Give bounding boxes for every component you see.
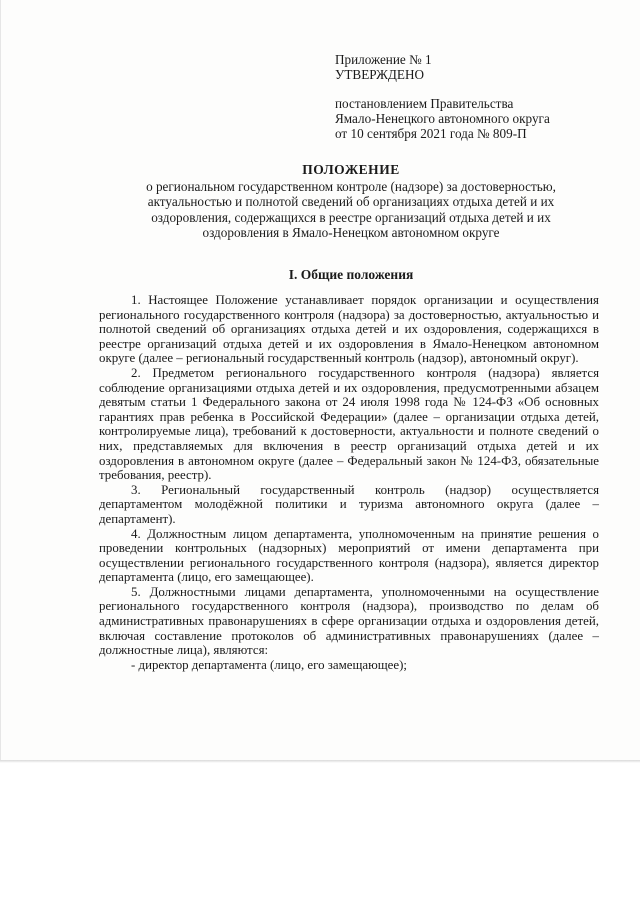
paragraph-4: 4. Должностным лицом департамента, уполномоченным на принятие решения о проведении контрольных (надзорных) мероприятий от имени департамента при осуществлении регионального государственного контроля (надзора), является директор департамента (лицо, его замещающее). xyxy=(99,526,599,585)
approval-stamp xyxy=(335,52,615,141)
document-title: ПОЛОЖЕНИЕ xyxy=(302,162,400,177)
paragraph-3: 3. Региональный государственный контроль (надзор) осуществляется департаментом молодёжной политики и туризма автономного округа (далее – департамент). xyxy=(99,482,599,526)
document-title-block xyxy=(101,162,601,241)
scan-page-edge xyxy=(0,760,640,763)
approval-line-3: от 10 сентября 2021 года № 809-П xyxy=(335,126,527,141)
paragraph-2: 2. Предметом регионального государственного контроля (надзора) является соблюдение организациями отдыха детей и их оздоровления, предусмотренными абзацем девятым статьи 1 Федерального закона от 24 июля 1998 года № 124-ФЗ «Об основных гарантиях прав ребенка в Российской Федерации» (далее – организации отдыха детей, контролируемые лица), требований к достоверности, актуальности и полноте сведений о них, представляемых для включения в реестр организаций отдыха детей и их оздоровления в автономном округе (далее – Федеральный закон № 124-ФЗ, обязательные требования, реестр). xyxy=(99,365,599,483)
title-line-4: оздоровления в Ямало-Ненецком автономном округе xyxy=(202,225,500,240)
approval-line-1: постановлением Правительства xyxy=(335,96,514,111)
approved-label: УТВЕРЖДЕНО xyxy=(335,67,425,82)
document-body xyxy=(99,293,599,672)
list-item-director: - директор департамента (лицо, его замещающее); xyxy=(131,657,407,672)
section-heading: I. Общие положения xyxy=(288,267,414,282)
paragraph-5: 5. Должностными лицами департамента, уполномоченными на осуществление регионального государственного контроля (надзора), производство по делам об административных правонарушениях в сфере организации отдыха и оздоровления детей, включая составление протоколов об административных правонарушениях (далее – должностные лица), являются: xyxy=(99,584,599,658)
title-line-1: о региональном государственном контроле (надзоре) за достоверностью, xyxy=(146,178,556,194)
annex-number: Приложение № 1 xyxy=(335,52,432,67)
title-line-2: актуальностью и полнотой сведений об организациях отдыха детей и их xyxy=(147,194,555,209)
approval-line-2: Ямало-Ненецкого автономного округа xyxy=(335,111,550,126)
title-line-3: оздоровления, содержащихся в реестре организаций отдыха детей и их xyxy=(151,209,551,225)
paragraph-1: 1. Настоящее Положение устанавливает порядок организации и осуществления регионального государственного контроля (надзора) за достоверностью, актуальностью и полнотой сведений об организациях отдыха детей и их оздоровления, содержащихся в реестре организаций отдыха детей и их оздоровления в Ямало-Ненецком автономном округе (далее – региональный государственный контроль (надзор), автономный округ). xyxy=(99,293,599,366)
